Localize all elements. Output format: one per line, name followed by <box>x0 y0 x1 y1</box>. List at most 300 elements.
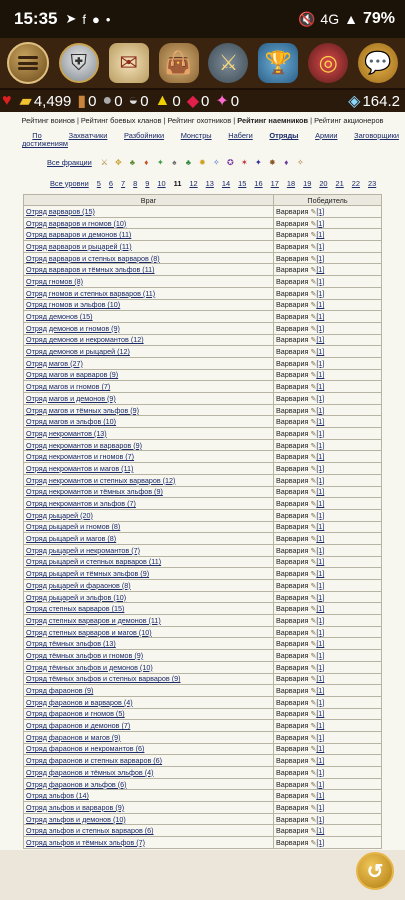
enemy-link[interactable]: Отряд эльфов и степных варваров (6) <box>26 826 154 836</box>
enemy-cell <box>24 661 274 673</box>
enemy-link[interactable]: Отряд фараонов и магов (9) <box>26 732 121 742</box>
winner-name: Варвария <box>276 463 309 473</box>
winner-count-link[interactable]: [1] <box>316 522 325 532</box>
crystal-icon: ◆ <box>186 93 200 110</box>
enemy-cell <box>24 556 274 568</box>
faction-icon[interactable]: ✶ <box>240 158 248 167</box>
winner-count-link[interactable]: [1] <box>316 545 325 555</box>
status-right <box>298 10 395 28</box>
winner-name: Варвария <box>276 639 309 649</box>
faction-icon[interactable]: ✪ <box>226 158 234 167</box>
rating-content <box>0 112 405 850</box>
winner-count-link[interactable]: [1] <box>316 393 325 403</box>
enemy-cell <box>24 802 274 814</box>
roulette-icon[interactable]: ◎ <box>308 43 348 83</box>
winner-count-link[interactable]: [1] <box>316 674 325 684</box>
enemy-link[interactable]: Отряд фараонов и гномов (5) <box>26 709 125 719</box>
pencil-icon: ✎ <box>310 419 317 427</box>
winner-count-link[interactable]: [1] <box>316 312 325 322</box>
enemy-link[interactable]: Отряд некромантов и магов (11) <box>26 463 134 473</box>
enemy-cell <box>24 813 274 825</box>
enemy-link[interactable]: Отряд некромантов и эльфов (7) <box>26 499 136 509</box>
enemy-link[interactable]: Отряд рыцарей и гномов (8) <box>26 522 121 532</box>
pencil-icon: ✎ <box>310 641 317 649</box>
enemy-cell <box>24 334 274 346</box>
pencil-icon: ✎ <box>310 571 317 579</box>
level-link[interactable]: 22 <box>351 178 361 188</box>
winner-count-link[interactable]: [1] <box>316 767 325 777</box>
gold-icon: ▰ <box>19 93 32 110</box>
table-row <box>24 486 382 498</box>
tab-raids[interactable]: Набеги <box>228 131 253 140</box>
enemy-cell <box>24 428 274 440</box>
faction-icon[interactable]: ⚔ <box>100 158 108 167</box>
table-row <box>24 404 382 416</box>
winner-count-link[interactable]: [1] <box>316 662 325 672</box>
faction-icons <box>100 158 305 167</box>
tab-robbers[interactable]: Разбойники <box>124 131 165 140</box>
enemy-cell <box>24 241 274 253</box>
tab-armies[interactable]: Армии <box>315 131 338 140</box>
winner-count-link[interactable]: [1] <box>316 802 325 812</box>
level-link[interactable]: 16 <box>254 178 263 188</box>
winner-cell <box>274 217 382 229</box>
pencil-icon: ✎ <box>310 734 317 742</box>
enemy-cell <box>24 264 274 276</box>
header-enemy: Враг <box>24 195 274 206</box>
winner-name: Варвария <box>276 312 309 322</box>
enemy-link[interactable]: Отряд варваров и тёмных эльфов (11) <box>26 265 155 275</box>
swords-icon[interactable]: ⚔ <box>208 43 248 83</box>
enemy-link[interactable]: Отряд фараонов и демонов (7) <box>26 721 131 731</box>
faction-icon[interactable]: ♣ <box>129 158 135 167</box>
enemy-link[interactable]: Отряд фараонов и некромантов (6) <box>26 744 145 754</box>
level-link[interactable]: 10 <box>157 178 166 188</box>
enemy-link[interactable]: Отряд степных варваров (15) <box>26 604 125 614</box>
winner-name: Варвария <box>276 826 309 836</box>
faction-icon[interactable]: ✹ <box>198 158 206 167</box>
winner-cell <box>274 802 382 814</box>
link-rating-mercenaries[interactable]: Рейтинг наемников <box>237 116 309 125</box>
faction-icon[interactable]: ✸ <box>268 158 276 167</box>
enemy-link[interactable]: Отряд гномов (8) <box>26 276 84 286</box>
enemy-link[interactable]: Отряд гномов и эльфов (10) <box>26 300 121 310</box>
enemy-cell <box>24 790 274 802</box>
faction-icon[interactable]: ♦ <box>284 158 289 167</box>
enemy-cell <box>24 638 274 650</box>
winner-count-link[interactable]: [1] <box>316 452 325 462</box>
winner-count-link[interactable]: [1] <box>316 382 325 392</box>
winner-name: Варвария <box>276 709 309 719</box>
enemy-link[interactable]: Отряд фараонов (9) <box>26 686 94 696</box>
enemy-link[interactable]: Отряд фараонов и эльфов (6) <box>26 779 127 789</box>
enemy-link[interactable]: Отряд тёмных эльфов и степных варваров (9) <box>26 674 181 684</box>
winner-count-link[interactable]: [1] <box>316 335 325 345</box>
winner-name: Варвария <box>276 393 309 403</box>
winner-count-link[interactable]: [1] <box>316 604 325 614</box>
winner-count-link[interactable]: [1] <box>316 300 325 310</box>
enemy-cell <box>24 626 274 638</box>
winner-count-link[interactable]: [1] <box>316 686 325 696</box>
enemy-link[interactable]: Отряд варваров и гномов (10) <box>26 218 127 228</box>
winner-cell <box>274 720 382 732</box>
enemy-link[interactable]: Отряд фараонов и варваров (4) <box>26 697 133 707</box>
winner-count-link[interactable]: [1] <box>316 288 325 298</box>
winner-count-link[interactable]: [1] <box>316 230 325 240</box>
level-link[interactable]: 9 <box>145 178 150 188</box>
enemy-cell <box>24 381 274 393</box>
enemies-table <box>23 194 382 849</box>
winner-cell <box>274 544 382 556</box>
chat-icon[interactable]: 💬 <box>358 43 398 83</box>
winner-name: Варвария <box>276 534 309 544</box>
pencil-icon: ✎ <box>310 372 317 380</box>
enemy-cell <box>24 393 274 405</box>
pencil-icon: ✎ <box>310 501 317 509</box>
winner-name: Варвария <box>276 756 309 766</box>
enemy-link[interactable]: Отряд некромантов и гномов (7) <box>26 452 135 462</box>
winner-count-link[interactable]: [1] <box>316 417 325 427</box>
enemy-cell <box>24 591 274 603</box>
winner-count-link[interactable]: [1] <box>316 756 325 766</box>
winner-count-link[interactable]: [1] <box>316 650 325 660</box>
winner-count-link[interactable]: [1] <box>316 826 325 836</box>
winner-name: Варвария <box>276 837 309 847</box>
enemy-cell <box>24 346 274 358</box>
winner-count-link[interactable]: [1] <box>316 440 325 450</box>
winner-count-link[interactable]: [1] <box>316 218 325 228</box>
enemy-link[interactable]: Отряд магов и гномов (7) <box>26 382 111 392</box>
winner-count-link[interactable]: [1] <box>316 569 325 579</box>
winner-cell <box>274 264 382 276</box>
tab-monsters[interactable]: Монстры <box>180 131 212 140</box>
table-row <box>24 416 382 428</box>
enemy-link[interactable]: Отряд некромантов и степных варваров (12) <box>26 475 176 485</box>
enemy-link[interactable]: Отряд эльфов и варваров (9) <box>26 802 125 812</box>
enemy-link[interactable]: Отряд магов и эльфов (10) <box>26 417 117 427</box>
table-row <box>24 439 382 451</box>
winner-count-link[interactable]: [1] <box>316 721 325 731</box>
winner-count-link[interactable]: [1] <box>316 744 325 754</box>
faction-icon[interactable]: ✧ <box>212 158 220 167</box>
level-link[interactable]: 11 <box>173 178 182 188</box>
table-row <box>24 381 382 393</box>
all-levels-link[interactable]: Все уровни <box>50 178 89 188</box>
winner-cell <box>274 381 382 393</box>
winner-count-link[interactable]: [1] <box>316 709 325 719</box>
pencil-icon: ✎ <box>310 442 317 450</box>
pencil-icon: ✎ <box>310 302 317 310</box>
enemy-link[interactable]: Отряд варваров и рыцарей (11) <box>26 241 132 251</box>
winner-count-link[interactable]: [1] <box>316 580 325 590</box>
level-link[interactable]: 5 <box>96 178 101 188</box>
winner-count-link[interactable]: [1] <box>316 627 325 637</box>
enemy-cell <box>24 650 274 662</box>
winner-cell <box>274 287 382 299</box>
faction-icon[interactable]: ♣ <box>185 158 191 167</box>
table-row <box>24 591 382 603</box>
enemies-table-body <box>24 206 382 849</box>
level-link[interactable]: 23 <box>368 178 377 188</box>
winner-count-link[interactable]: [1] <box>316 475 325 485</box>
link-rating-warriors[interactable]: Рейтинг воинов <box>21 116 75 125</box>
winner-cell <box>274 334 382 346</box>
enemy-link[interactable]: Отряд магов и демонов (9) <box>26 393 116 403</box>
link-rating-clans[interactable]: Рейтинг боевых кланов <box>80 116 162 125</box>
level-link[interactable]: 7 <box>121 178 126 188</box>
enemy-link[interactable]: Отряд демонов и гномов (9) <box>26 323 120 333</box>
table-row <box>24 685 382 697</box>
winner-cell <box>274 837 382 849</box>
winner-count-link[interactable]: [1] <box>316 347 325 357</box>
winner-count-link[interactable]: [1] <box>316 779 325 789</box>
winner-count-link[interactable]: [1] <box>316 206 325 216</box>
table-row <box>24 661 382 673</box>
resource-gems: ✦ 0 <box>215 92 240 110</box>
enemy-cell <box>24 544 274 556</box>
enemy-cell <box>24 474 274 486</box>
pencil-icon: ✎ <box>310 512 317 520</box>
enemy-link[interactable]: Отряд рыцарей и фараонов (8) <box>26 580 131 590</box>
winner-count-link[interactable]: [1] <box>316 323 325 333</box>
enemy-link[interactable]: Отряд эльфов и демонов (10) <box>26 814 126 824</box>
winner-cell <box>274 252 382 264</box>
enemy-cell <box>24 767 274 779</box>
winner-name: Варвария <box>276 253 309 263</box>
winner-count-link[interactable]: [1] <box>316 463 325 473</box>
pencil-icon: ✎ <box>310 325 317 333</box>
pencil-icon: ✎ <box>310 220 317 228</box>
winner-count-link[interactable]: [1] <box>316 253 325 263</box>
enemy-link[interactable]: Отряд рыцарей и тёмных эльфов (9) <box>26 569 150 579</box>
table-row <box>24 755 382 767</box>
pencil-icon: ✎ <box>310 267 317 275</box>
enemy-link[interactable]: Отряд тёмных эльфов (13) <box>26 639 116 649</box>
resource-bar <box>0 90 405 112</box>
winner-count-link[interactable]: [1] <box>316 592 325 602</box>
winner-name: Варвария <box>276 662 309 672</box>
enemy-cell <box>24 416 274 428</box>
faction-icon[interactable]: ✦ <box>254 158 262 167</box>
level-link[interactable]: 21 <box>335 178 344 188</box>
mercury-icon: ◒ <box>128 92 139 109</box>
winner-name: Варвария <box>276 230 309 240</box>
trophy-icon[interactable]: 🏆 <box>258 43 298 83</box>
enemy-link[interactable]: Отряд некромантов (13) <box>26 428 107 438</box>
bag-icon[interactable]: 👜 <box>159 43 199 83</box>
winner-cell <box>274 615 382 627</box>
winner-count-link[interactable]: [1] <box>316 499 325 509</box>
winner-count-link[interactable]: [1] <box>316 405 325 415</box>
resource-crystal: ◆ 0 <box>186 92 210 110</box>
link-rating-hunters[interactable]: Рейтинг охотников <box>167 116 232 125</box>
enemy-link[interactable]: Отряд демонов и рыцарей (12) <box>26 347 130 357</box>
winner-name: Варвария <box>276 428 309 438</box>
winner-count-link[interactable]: [1] <box>316 615 325 625</box>
table-row <box>24 217 382 229</box>
winner-name: Варвария <box>276 779 309 789</box>
enemy-link[interactable]: Отряд эльфов (14) <box>26 791 89 801</box>
level-link[interactable]: 18 <box>286 178 296 188</box>
enemy-cell <box>24 580 274 592</box>
enemy-link[interactable]: Отряд фараонов и степных варваров (6) <box>26 756 163 766</box>
winner-count-link[interactable]: [1] <box>316 510 325 520</box>
enemy-link[interactable]: Отряд тёмных эльфов и демонов (10) <box>26 662 153 672</box>
winner-name: Варвария <box>276 522 309 532</box>
enemy-cell <box>24 696 274 708</box>
enemy-link[interactable]: Отряд степных варваров и демонов (11) <box>26 615 161 625</box>
winner-cell <box>274 638 382 650</box>
bottom-bar <box>0 850 405 900</box>
enemy-link[interactable]: Отряд варваров (15) <box>26 206 95 216</box>
table-row <box>24 264 382 276</box>
faction-icon[interactable]: ♠ <box>172 158 177 167</box>
winner-cell <box>274 708 382 720</box>
enemy-link[interactable]: Отряд демонов (15) <box>26 312 93 322</box>
pencil-icon: ✎ <box>310 384 317 392</box>
level-link[interactable]: 13 <box>205 178 214 188</box>
clock: 15:35 <box>14 9 58 28</box>
winner-name: Варвария <box>276 604 309 614</box>
enemy-link[interactable]: Отряд некромантов и тёмных эльфов (9) <box>26 487 163 497</box>
table-row <box>24 393 382 405</box>
winner-name: Варвария <box>276 674 309 684</box>
enemy-link[interactable]: Отряд магов и тёмных эльфов (9) <box>26 405 140 415</box>
level-link[interactable]: 6 <box>108 178 114 188</box>
winner-count-link[interactable]: [1] <box>316 732 325 742</box>
winner-count-link[interactable]: [1] <box>316 276 325 286</box>
level-link[interactable]: 17 <box>270 178 279 188</box>
enemy-link[interactable]: Отряд некромантов и варваров (9) <box>26 440 142 450</box>
winner-cell <box>274 626 382 638</box>
winner-cell <box>274 509 382 521</box>
enemy-link[interactable]: Отряд варваров и степных варваров (8) <box>26 253 160 263</box>
table-row <box>24 650 382 662</box>
faction-icon[interactable]: ✥ <box>114 158 122 167</box>
faction-icon[interactable]: ✦ <box>156 158 164 167</box>
pencil-icon: ✎ <box>310 232 317 240</box>
link-rating-shareholders[interactable]: Рейтинг акционеров <box>314 116 384 125</box>
winner-count-link[interactable]: [1] <box>316 639 325 649</box>
winner-count-link[interactable]: [1] <box>316 534 325 544</box>
enemy-cell <box>24 685 274 697</box>
table-header <box>24 195 382 206</box>
enemy-link[interactable]: Отряд магов и варваров (9) <box>26 370 119 380</box>
pencil-icon: ✎ <box>310 454 317 462</box>
winner-count-link[interactable]: [1] <box>316 837 325 847</box>
enemy-link[interactable]: Отряд степных варваров и магов (10) <box>26 627 152 637</box>
pencil-icon: ✎ <box>310 688 317 696</box>
table-row <box>24 837 382 849</box>
level-link[interactable]: 8 <box>133 178 138 188</box>
winner-count-link[interactable]: [1] <box>316 358 325 368</box>
winner-count-link[interactable]: [1] <box>316 370 325 380</box>
enemy-cell <box>24 206 274 218</box>
enemy-link[interactable]: Отряд гномов и степных варваров (11) <box>26 288 156 298</box>
scroll-icon[interactable]: ✉ <box>109 43 149 83</box>
tab-squads[interactable]: Отряды <box>269 131 299 140</box>
pencil-icon: ✎ <box>310 290 317 298</box>
enemy-link[interactable]: Отряд варваров и демонов (11) <box>26 230 132 240</box>
tab-conspirators[interactable]: Заговорщики <box>354 131 399 140</box>
pencil-icon: ✎ <box>310 430 317 438</box>
winner-name: Варвария <box>276 323 309 333</box>
enemy-cell <box>24 720 274 732</box>
level-filter <box>0 175 405 191</box>
enemy-link[interactable]: Отряд рыцарей и магов (8) <box>26 534 117 544</box>
enemy-link[interactable]: Отряд рыцарей и степных варваров (11) <box>26 557 162 567</box>
level-link[interactable]: 14 <box>221 178 231 188</box>
winner-cell <box>274 767 382 779</box>
table-row <box>24 802 382 814</box>
winner-count-link[interactable]: [1] <box>316 557 325 567</box>
table-row <box>24 206 382 218</box>
winner-cell <box>274 463 382 475</box>
enemy-link[interactable]: Отряд рыцарей (20) <box>26 510 93 520</box>
table-row <box>24 544 382 556</box>
enemy-cell <box>24 439 274 451</box>
enemy-link[interactable]: Отряд демонов и некромантов (12) <box>26 335 144 345</box>
level-link[interactable]: 15 <box>238 178 247 188</box>
enemy-cell <box>24 837 274 849</box>
table-row <box>24 615 382 627</box>
enemy-link[interactable]: Отряд фараонов и тёмных эльфов (4) <box>26 767 154 777</box>
winner-name: Варвария <box>276 452 309 462</box>
pencil-icon: ✎ <box>310 360 317 368</box>
enemy-link[interactable]: Отряд эльфов и тёмных эльфов (7) <box>26 837 145 847</box>
back-button[interactable] <box>356 852 394 890</box>
enemy-link[interactable]: Отряд тёмных эльфов и гномов (9) <box>26 650 144 660</box>
winner-name: Варвария <box>276 627 309 637</box>
tab-invaders[interactable]: Захватчики <box>68 131 108 140</box>
enemy-cell <box>24 229 274 241</box>
menu-icon[interactable] <box>7 42 49 84</box>
enemy-cell <box>24 533 274 545</box>
level-link[interactable]: 12 <box>189 178 198 188</box>
faction-icon[interactable]: ✧ <box>296 158 304 167</box>
enemy-cell <box>24 498 274 510</box>
pencil-icon: ✎ <box>310 711 317 719</box>
winner-name: Варвария <box>276 405 309 415</box>
winner-name: Варвария <box>276 440 309 450</box>
enemy-link[interactable]: Отряд рыцарей и эльфов (10) <box>26 592 127 602</box>
level-link[interactable]: 20 <box>319 178 328 188</box>
enemy-link[interactable]: Отряд магов (27) <box>26 358 83 368</box>
winner-count-link[interactable]: [1] <box>316 697 325 707</box>
winner-count-link[interactable]: [1] <box>316 791 325 801</box>
table-row <box>24 580 382 592</box>
all-factions-link[interactable]: Все фракции <box>47 158 92 167</box>
signal-icon: ▲ <box>344 11 358 27</box>
winner-count-link[interactable]: [1] <box>316 428 325 438</box>
winner-cell <box>274 568 382 580</box>
knight-helmet-icon[interactable]: ⛨ <box>59 43 99 83</box>
table-row <box>24 720 382 732</box>
enemy-link[interactable]: Отряд рыцарей и некромантов (7) <box>26 545 140 555</box>
winner-cell <box>274 556 382 568</box>
winner-count-link[interactable]: [1] <box>316 265 325 275</box>
winner-count-link[interactable]: [1] <box>316 241 325 251</box>
winner-count-link[interactable]: [1] <box>316 487 325 497</box>
winner-cell <box>274 474 382 486</box>
tab-achievements[interactable]: По достижениям <box>22 131 68 148</box>
winner-count-link[interactable]: [1] <box>316 814 325 824</box>
winner-name: Варвария <box>276 557 309 567</box>
level-link[interactable]: 19 <box>303 178 312 188</box>
pencil-icon: ✎ <box>310 337 317 345</box>
table-row <box>24 556 382 568</box>
faction-icon[interactable]: ♦ <box>144 158 149 167</box>
